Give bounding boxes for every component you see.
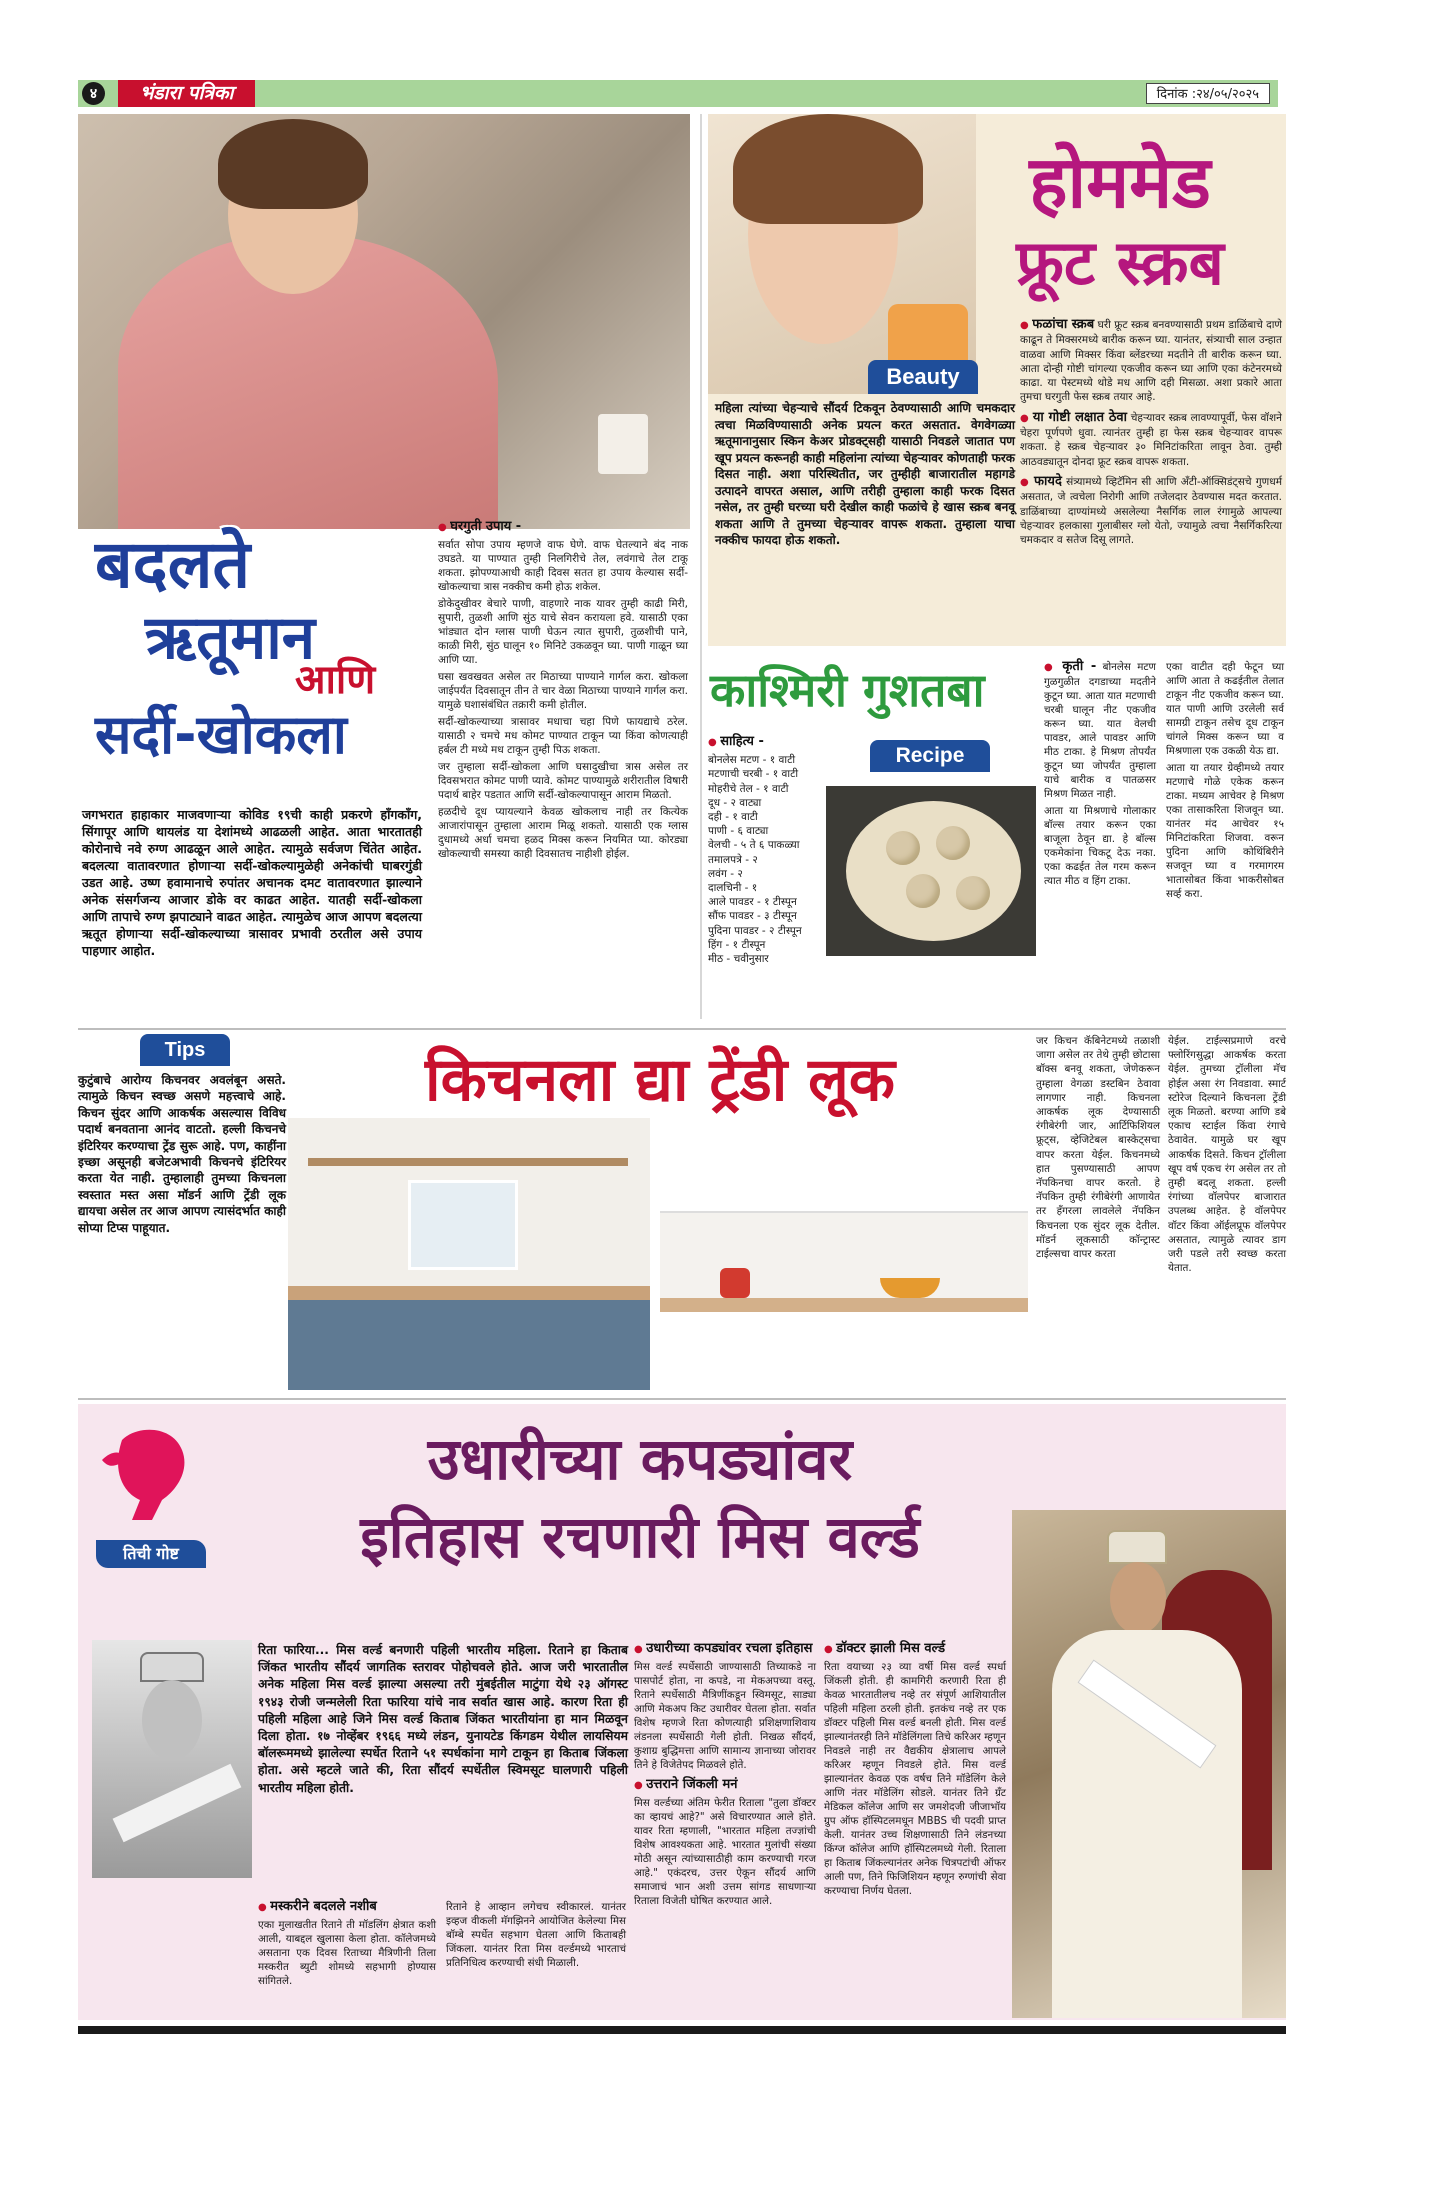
wall-shelf <box>308 1158 628 1166</box>
kitchen-photo-2 <box>660 1118 1028 1390</box>
recipe-method-2 <box>1166 660 1284 1025</box>
missworld-s3-heading: ● उत्तराने जिंकली मनं <box>634 1777 737 1792</box>
remedies-heading: ● घरगुती उपाय - <box>438 519 521 534</box>
list-item: वेलची - ५ ते ६ पाकळ्या <box>708 839 800 852</box>
remedies-p1: सर्वात सोपा उपाय म्हणजे वाफ घेणे. वाफ घेतल्याने बंद नाक उघडते. या पाण्यात तुम्ही निलगिरीचे तेल, लवंगाचे तेल टाकू शकता. झोपण्याआधी काही दिवस सतत हा उपाय केल्यास सर्दी-खोकल्याचा त्रास नक्कीच कमी होऊ शकेल. <box>438 539 688 593</box>
meatball-4 <box>956 876 990 910</box>
meatball-3 <box>906 874 940 908</box>
missworld-s1-heading: ● मस्करीने बदलले नशीब <box>258 1899 377 1914</box>
masthead: भंडारा पत्रिका <box>118 80 255 107</box>
rita-faria-bw-photo <box>92 1640 252 1878</box>
cabinets <box>288 1300 650 1390</box>
list-item: मीठ - चवीनुसार <box>708 953 769 966</box>
counter-top-2 <box>660 1298 1028 1312</box>
page-number: ४ <box>89 86 98 102</box>
face-shape-bw <box>142 1680 202 1760</box>
sash-shape <box>113 1764 242 1843</box>
remedies-p3: घसा खवखवत असेल तर मिठाच्या पाण्याने गार्गल करा. खोकला जाईपर्यंत दिवसातून तीन ते चार वेळा मिठाच्या पाण्याने गार्गल करा. यामुळे घशासंबंधित तक्रारी कमी होतील. <box>438 671 688 711</box>
beauty-title-line1: होममेड <box>1029 140 1211 224</box>
page-header <box>78 80 1278 107</box>
cold-intro: जगभरात हाहाकार माजवणाऱ्या कोविड १९ची काही प्रकरणे हाँगकाँग, सिंगापूर आणि थायलंड या देशांमध्ये आढळली आहेत. आता भारतातही कोरोनाचे नवे रुग्ण आढळून आले आहेत. त्यामुळे सर्वजण चिंतेत आहेत. बदलत्या वातावरणात होणाऱ्या सर्दी-खोकल्यामुळेही अनेकांची घाबरगुंडी उडत आहे. उष्ण हवामानाचे रुपांतर अचानक दमट वातावरणात झाल्याने अनेक संसर्गजन्य आजार डोके वर काढत आहेत. यातही सर्दी-खोकला आणि तापाचे रुग्ण झपाट्याने वाढत आहेत. त्यामुळेच आज आपण बदलत्या ऋतूत होणाऱ्या सर्दी-खोकल्याच्या त्रासावर प्रभावी ठरतील असे उपाय पाहणार आहोत. <box>82 807 422 958</box>
hair-shape-2 <box>733 114 923 224</box>
remedies-p4: सर्दी-खोकल्याच्या त्रासावर मधाचा चहा पिणे फायद्याचे ठरेल. यासाठी २ चमचे मध कोमट पाण्यात टाकून प्या किंवा कोणत्याही हर्बल टी मध्ये मध टाकून तुम्ही पिऊ शकता. <box>438 716 688 756</box>
missworld-s4-heading: ● डॉक्टर झाली मिस वर्ल्ड <box>824 1641 945 1656</box>
kitchen-intro: कुटुंबाचे आरोग्य किचनवर अवलंबून असते. त्यामुळे किचन स्वच्छ असणे महत्त्वाचे आहे. किचन सुंदर आणि आकर्षक असल्यास विविध पदार्थ बनवताना आनंद वाटतो. हल्ली किचनचे इंटिरियर करण्याचा ट्रेंड सुरू आहे. पण, काहींना इच्छा असूनही बजेटअभावी किचनचे इंटिरियर करता येत नाही. तुम्हालाही तुमच्या किचनला स्वस्तात मस्त असा मॉडर्न आणि ट्रेंडी लूक द्यायचा असेल तर आज आपण त्यासंदर्भात काही सोप्या टिप्स पाहूयात. <box>78 1073 286 1235</box>
beauty-tag: Beauty <box>868 360 978 394</box>
list-item: दालचिनी - १ <box>708 882 758 895</box>
rita-faria-crowned-photo <box>1012 1510 1286 2018</box>
column-divider <box>700 114 702 1019</box>
fruit-bowl <box>880 1278 940 1298</box>
remedies-p2: डोकेदुखीवर बेचारे पाणी, वाहणारे नाक यावर तुम्ही काढी मिरी, सुपारी, तुळशी आणि सुंठ याचे सेवन करायला हवे. यासाठी एका भांड्यात दोन ग्लास पाणी घेऊन त्यात सुपारी, तुळशीची पाने, काळी मिरी, सुंठ घालून १० मिनिटे उकळवून घ्या. पाणी गाळून घ्या आणि प्या. <box>438 598 688 666</box>
beauty-s2-text: चेहऱ्यावर स्क्रब लावण्यापूर्वी, फेस वॉशने चेहरा पूर्णपणे धुवा. त्यानंतर तुम्ही हा फेस स्क्रब चेहऱ्यावर वापरू शकता. हे स्क्रब चेहऱ्यावर ३० मिनिटांकरिता लावून ठेवा. तुम्ही आठवड्यातून दोनदा फ्रूट स्क्रब वापरू शकता. <box>1020 411 1282 468</box>
missworld-s2-heading: ● उधारीच्या कपड्यांवर रचला इतिहास <box>634 1641 812 1656</box>
upper-cabinets <box>660 1118 1028 1213</box>
beauty-woman-photo <box>708 114 976 394</box>
red-kettle <box>720 1268 750 1298</box>
missworld-s4-text: रिता वयाच्या २३ व्या वर्षी मिस वर्ल्ड स्पर्धा जिंकली होती. ही कामगिरी करणारी रिता ही केवळ भारतातीलच नव्हे तर संपूर्ण आशियातील पहिली महिला ठरली होती. इतकंच नव्हे तर एक डॉक्टर पहिली मिस वर्ल्ड बनली होती. मिस वर्ल्ड झाल्यानंतरही तिने मॉडेलिंगला तिचे करिअर म्हणून निवडले नाही तर वैद्यकीय क्षेत्रालाच आपले करिअर म्हणून निवडले होते. मिस वर्ल्ड झाल्यानंतर केवळ एक वर्षच तिने मॉडेलिंग केले आणि नंतर मॉडेलिंग सोडले. यानंतर तिने ग्रँट मेडिकल कॉलेज आणि सर जमशेदजी जीजाभॉय ग्रुप ऑफ हॉस्पिटलमधून MBBS ची पदवी प्राप्त केली. यानंतर उच्च शिक्षणासाठी तिने लंडनच्या किंग्ज कॉलेज आणि हॉस्पिटलमध्ये गेली. रिताला हा किताब जिंकल्यानंतर अनेक चित्रपटांची ऑफर आली पण, तिने फिजिशियन म्हणून रुग्णांची सेवा करण्याचा निर्णय घेतला. <box>824 1661 1006 1897</box>
beauty-sections <box>1020 318 1282 642</box>
ingredients-heading: ● साहित्य - <box>708 734 764 749</box>
section-rule-2 <box>78 1398 1286 1400</box>
remedies-p5: जर तुम्हाला सर्दी-खोकला आणि घसादुखीचा त्रास असेल तर दिवसभरात कोमट पाणी प्यावे. कोमट पाण्यामुळे शरीरातील विषारी पदार्थ बाहेर पडतात आणि सर्दी-खोकल्यापासून आराम मिळतो. <box>438 761 688 801</box>
woman-silhouette-icon <box>92 1420 202 1530</box>
kitchen-col1: जर किचन कॅबिनेटमध्ये तळाशी जागा असेल तर तेथे तुम्ही छोटासा बॉक्स बनवू शकता, जेणेकरून तुम्हाला वेगळा डस्टबिन ठेवावा लागणार नाही. किचनला आकर्षक लूक देण्यासाठी रंगीबेरंगी जार, आर्टिफिशियल फ्रूट्स, व्हेजिटेबल बास्केट्सचा वापर करता येईल. किचनमध्ये हात पुसण्यासाठी आपण नॅपकिनचा वापर करतो. हे नॅपकिन तुम्ही रंगीबेरंगी आणायेत तर हॅंगरला लावलेले नॅपकिन किचनला एक सुंदर लूक देतील. मॉडर्न लूकसाठी कॉन्ट्रास्ट टाईल्सचा वापर करता <box>1036 1035 1160 1261</box>
cold-remedies <box>438 520 688 1025</box>
missworld-intro: रिता फारिया... मिस वर्ल्ड बनणारी पहिली भारतीय महिला. रिताने हा किताब जिंकत भारतीय सौंदर्य जागतिक स्तरावर पोहोचवले होते. आज जरी भारतातील अनेक महिला मिस वर्ल्ड झाल्या असल्या तरी मुंबईतील माटुंगा येथे २३ ऑगस्ट १९४३ रोजी जन्मलेली रिता फारिया यांचे नाव सर्वात खास आहे. कारण रिता ही पहिली महिला आहे जिने मिस वर्ल्ड किताब जिंकत भारतीयांना हा मान मिळवून दिला होता. १७ नोव्हेंबर १९६६ मध्ये लंडन, युनायटेड किंगडम येथील लायसियम बॉलरूममध्ये झालेल्या स्पर्धेत रिताने ५१ स्पर्धकांना मागे टाकून हा किताब जिंकला होता. असे म्हटले जाते की, रिता सौंदर्य स्पर्धेतील स्विमसूट घालणारी पहिली भारतीय महिला होती. <box>258 1643 628 1795</box>
missworld-title-line1: उधारीच्या कपड्यांवर <box>427 1425 853 1493</box>
list-item: मटणाची चरबी - १ वाटी <box>708 768 799 781</box>
method-heading: ● कृती - <box>1044 659 1096 674</box>
missworld-s2-s3 <box>634 1642 816 2018</box>
beauty-s2-heading: ● या गोष्टी लक्षात ठेवा <box>1020 410 1127 425</box>
missworld-s3-text: मिस वर्ल्डच्या अंतिम फेरीत रिताला "तुला डॉक्टर का व्हायचं आहे?" असे विचारण्यात आले होते. यावर रिता म्हणाली, "भारतात महिला तज्ज्ञांची विशेष आवश्यकता आहे. भारतात मुलांची संख्या मोठी असून त्यांच्यासाठीही काम करण्याची गरज आहे." एकंदरच, उत्तर ऐकून सौंदर्य आणि समाजाचं भान अशी उत्तम सांगड साधणाऱ्या रिताला विजेती घोषित करण्यात आले. <box>634 1797 816 1907</box>
bowl-shape <box>846 801 1021 941</box>
meatball-1 <box>886 831 920 865</box>
missworld-title-line2: इतिहास रचणारी मिस वर्ल्ड <box>360 1503 920 1571</box>
cold-title-line2: ऋतूमान <box>145 603 316 673</box>
recipe-tag: Recipe <box>870 740 990 772</box>
page-footer-bar <box>78 2026 1286 2034</box>
recipe-method-1 <box>1044 660 1156 1025</box>
beauty-s1-heading: ● फळांचा स्क्रब <box>1020 317 1094 332</box>
method-p3: एका वाटीत दही फेटून घ्या आणि आता ते कढईतील तेलात टाकून नीट एकजीव करून घ्या. यात पाणी आणि उरलेली सर्व सामग्री टाकून तसेच दूध टाकून चांगले मिक्स करून घ्या व मिश्रणाला एक उकळी येऊ द्या. <box>1166 661 1284 757</box>
missworld-s4 <box>824 1642 1006 2018</box>
gushtaba-photo <box>826 786 1036 956</box>
kitchen-col2: येईल. टाईल्सप्रमाणे वरचे फ्लोरिंगसुद्धा आकर्षक करता येईल. तुमच्या ट्रॉलीला मॅच होईल असा रंग निवडावा. स्मार्ट स्टोरेज दिल्याने किचनला ट्रेंडी लूक मिळतो. बरण्या आणि डबे एकाच स्टाईल किंवा रंगाचे ठेवावेत. यामुळे घर खूप आकर्षक दिसते. किचन ट्रॉलीला खूप वर्ष एकच रंग असेल तर तो तुम्ही बदलू शकता. हल्ली रंगांच्या वॉलपेपर बाजारात उपलब्ध आहेत. हे वॉलपेपर वॉटर किंवा ऑईलप्रूफ वॉलपेपर असतात, त्यामुळे त्यावर डाग जरी पडले तरी स्वच्छ करता येतात. <box>1168 1035 1286 1275</box>
cold-title <box>95 528 425 800</box>
beauty-title-line2: फ्रूट स्क्रब <box>1016 226 1224 299</box>
list-item: आले पावडर - १ टीस्पून <box>708 896 797 909</box>
cold-title-line4: सर्दी-खोकला <box>95 703 347 766</box>
crown-shape <box>140 1652 204 1682</box>
cold-title-line1: बदलते <box>95 526 251 603</box>
gown-shape <box>1052 1630 1242 2018</box>
beauty-intro: महिला त्यांच्या चेहऱ्याचे सौंदर्य टिकवून ठेवण्यासाठी आणि चमकदार त्वचा मिळविण्यासाठी अनेक प्रयत्न करत असतात. वेगवेगळ्या ऋतूमानानुसार स्किन केअर प्रोडक्ट्सही यासाठी निवडले जातात पण खूप प्रयत्न करूनही काही महिलांना त्यांच्या चेहऱ्यावर कोणताही फरक दिसत नाही. अशा परिस्थितीत, जर तुम्हीही बाजारातील महागडे उत्पादने वापरत असाल, आणि तरीही तुम्हाला काही फरक दिसत नसेल, तर तुम्ही घरच्या घरी देखील काही फळांचे हे खास स्क्रब बनवू शकता आणि ते तुमच्या चेहऱ्यावर वापरू शकता. तुम्हाला याचा नक्कीच फायदा होऊ शकतो. <box>715 401 1015 547</box>
crown-shape-2 <box>1107 1530 1167 1564</box>
list-item: दही - १ वाटी <box>708 811 758 824</box>
list-item: पाणी - ६ वाट्या <box>708 825 769 838</box>
list-item: पुदिना पावडर - २ टीस्पून <box>708 924 802 937</box>
hair-shape <box>218 119 368 209</box>
missworld-logo-label: तिची गोष्ट <box>96 1540 206 1568</box>
list-item: दूध - २ वाट्या <box>708 796 762 809</box>
counter-top <box>288 1286 650 1300</box>
method-p4: आता या तयार ग्रेव्हीमध्ये तयार मटणाचे गोळे एकेक करून टाका. मध्यम आचेवर हे मिश्रण एका तासाकरिता शिजवून घ्या. यानंतर मंद आचेवर १५ मिनिटांकरिता शिजवा. वरून पुदिना आणि कोथिंबिरीने सजवून घ्या व गरमागरम भातासोबत किंवा भाकरीसोबत सर्व्ह करा. <box>1166 762 1284 900</box>
list-item: तमालपत्रे - २ <box>708 853 758 866</box>
kitchen-photo-1 <box>288 1118 650 1390</box>
cup-shape <box>598 414 648 474</box>
window <box>408 1180 518 1270</box>
beauty-s1-text: घरी फ्रूट स्क्रब बनवण्यासाठी प्रथम डाळिंबाचे दाणे काढून ते मिक्सरमध्ये बारीक करून घ्या. यानंतर, संत्र्याची साल उन्हात वाळवा आणि मिक्सर किंवा ब्लेंडरच्या मदतीने ती बारीक करून घ्या. आता दोन्ही गोष्टी चांगल्या एकजीव करून घ्या आणि एका कंटेनरमध्ये काढा. या पेस्टमध्ये थोडे मध आणि दही मिसळा. अशा प्रकारे आता तुमचा घरगुती फेस स्क्रब तयार आहे. <box>1020 319 1283 404</box>
face-shape-2 <box>1110 1562 1166 1634</box>
method-p1: बोनलेस मटण गुळगुळीत दगडाच्या मदतीने कुटून घ्या. आता यात मटणाची चरबी घालून नीट एकजीव करून घ्या. यात वेलची पावडर, आले पावडर आणि मीठ टाका. हे मिश्रण तोपर्यंत कुटून घ्या जोपर्यंत तुम्हाला याचे बारीक व पातळसर मिश्रण मिळत नाही. <box>1044 661 1156 800</box>
page-number-badge <box>82 82 105 105</box>
missworld-s1-text: एका मुलाखतीत रिताने ती मॉडलिंग क्षेत्रात कशी आली, याबद्दल खुलासा केला होता. कॉलेजमध्ये असताना एक दिवस रिताच्या मैत्रिणीनी तिला मस्करीत ब्युटी शोमध्ये सहभागी होण्यास सांगितले. <box>258 1919 436 1987</box>
list-item: मोहरीचे तेल - १ वाटी <box>708 782 789 795</box>
remedies-p6: हळदीचे दूध प्यायल्याने केवळ खोकलाच नाही तर कित्येक आजारांपासून तुम्हाला आराम मिळू शकतो. यासाठी एक ग्लास दुधामध्ये अर्धा चमचा हळद मिक्स करून नियमित प्या. कोरड्या खोकल्याची समस्या काही दिवसातच नाहीशी होईल. <box>438 806 688 860</box>
missworld-title <box>230 1420 1050 1576</box>
kitchen-title: किचनला द्या ट्रेंडी लूक <box>425 1045 895 1115</box>
beauty-title <box>955 140 1285 302</box>
list-item: बोनलेस मटण - १ वाटी <box>708 754 796 767</box>
section-rule-1 <box>78 1028 1286 1030</box>
lower-cabinets <box>660 1312 1028 1390</box>
list-item: हिंग - १ टीस्पून <box>708 938 766 951</box>
recipe-title: काश्मिरी गुशतबा <box>710 663 985 717</box>
method-p2: आता या मिश्रणाचे गोलाकार बॉल्स तयार करून एका बाजूला ठेवून द्या. हे बॉल्स एकमेकांना चिकटू देऊ नका. एका कढईत तेल गरम करून त्यात मीठ व हिंग टाका. <box>1044 805 1156 887</box>
missworld-s1b: रिताने हे आव्हान लगेचच स्वीकारलं. यानंतर इव्हज वीकली मॅगझिनने आयोजित केलेल्या मिस बॉम्बे स्पर्धेत सहभाग घेतला आणि किताबही जिंकला. यानंतर रिता मिस वर्ल्डमध्ये भारताचं प्रतिनिधित्व करण्याची संधी मिळाली. <box>446 1901 626 1969</box>
woman-silhouette-logo <box>92 1420 202 1530</box>
missworld-s2-text: मिस वर्ल्ड स्पर्धेसाठी जाण्यासाठी तिच्याकडे ना पासपोर्ट होता, ना कपडे, ना मेकअपच्या वस्तू. रिताने स्पर्धेसाठी मैत्रिणींकडून स्विमसूट, साड्या आणि मेकअप किट उधारीवर घेतला होता. सर्वात विशेष म्हणजे रिता कोणत्याही प्रशिक्षणाशिवाय लंडनला स्पर्धेसाठी गेली होती. निखळ सौंदर्य, कुशाग्र बुद्धिमत्ता आणि सामान्य ज्ञानाच्या जोरावर तिने हे विजेतेपद मिळवले होते. <box>634 1661 816 1771</box>
list-item: लवंग - २ <box>708 867 743 880</box>
sick-woman-photo <box>78 114 690 529</box>
date-box: दिनांक :२४/०५/२०२५ <box>1146 83 1270 104</box>
tips-tag: Tips <box>140 1034 230 1066</box>
beauty-s3-heading: ● फायदे <box>1020 474 1062 489</box>
missworld-s1 <box>258 1900 436 2018</box>
list-item: सौंफ पावडर - ३ टीस्पून <box>708 910 797 923</box>
beauty-s3-text: संत्र्यामध्ये व्हिटॅमिन सी आणि अँटी-ऑक्सिडंट्सचे गुणधर्म असतात, जे त्वचेला निरोगी आणि तजेलदार ठेवण्यास मदत करतात. डाळिंबाच्या दाण्यांमध्ये असलेल्या नैसर्गिक लाल रंगामुळे आपल्या चेहऱ्यावर हलकासा गुलाबीसर ग्लो येतो, ज्यामुळे त्वचा नैसर्गिकरित्या चमकदार व सतेज दिसू लागते. <box>1020 475 1282 547</box>
meatball-2 <box>936 826 970 860</box>
cold-title-line3: आणि <box>295 657 376 703</box>
